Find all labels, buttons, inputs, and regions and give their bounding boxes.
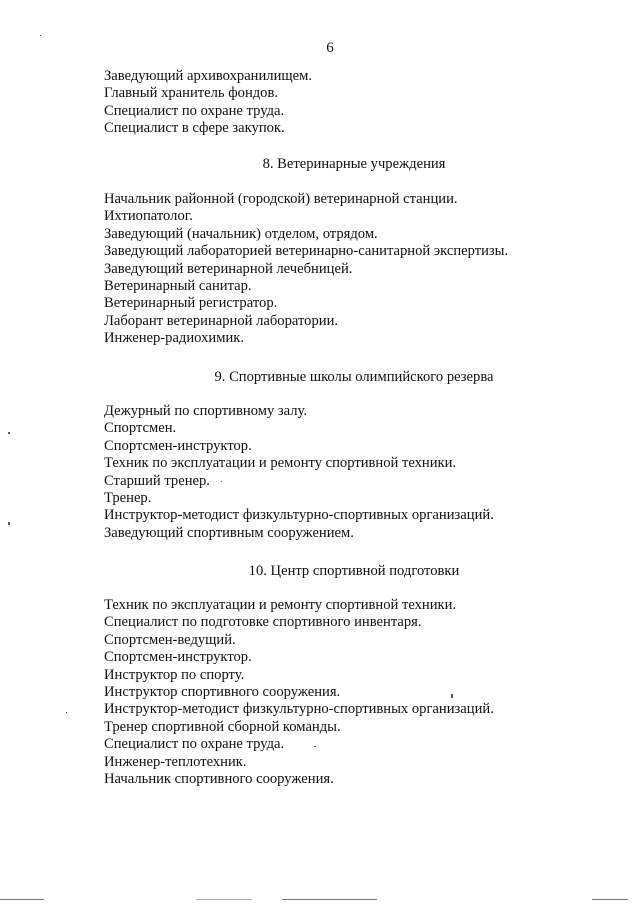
scan-speck: [8, 432, 10, 434]
list-item: Техник по эксплуатации и ремонту спортивной техники.: [104, 597, 457, 613]
section-heading-veterinary: 8. Ветеринарные учреждения: [262, 156, 446, 172]
list-item: Инженер-радиохимик.: [104, 330, 244, 347]
scan-speck: [40, 35, 41, 36]
page-number: 6: [326, 40, 334, 56]
scan-edge-line: [592, 899, 628, 900]
list-item: Инженер-теплотехник.: [104, 753, 247, 770]
list-item: Начальник спортивного сооружения.: [104, 770, 334, 787]
scan-speck: [8, 522, 10, 525]
scan-speck: [66, 712, 67, 713]
olympic-schools-list: [104, 403, 604, 542]
scan-speck: [451, 694, 453, 698]
list-item: Специалист по подготовке спортивного инвентаря.: [104, 614, 422, 631]
scan-edge-line: [282, 899, 377, 900]
list-item: Техник по эксплуатации и ремонту спортивной техники.: [104, 455, 457, 472]
list-item: Спортсмен.: [104, 420, 177, 437]
list-item: Инструктор-методист физкультурно-спортивных организаций.: [104, 701, 494, 718]
list-item: Тренер спортивной сборной команды.: [104, 718, 341, 735]
list-item: Главный хранитель фондов.: [104, 85, 279, 102]
list-item: Специалист в сфере закупок.: [104, 120, 285, 137]
scan-speck: [221, 481, 222, 482]
veterinary-list: [104, 191, 604, 348]
list-item: Спортсмен-инструктор.: [104, 437, 252, 454]
list-item: Дежурный по спортивному залу.: [104, 403, 308, 419]
list-item: Спортсмен-ведущий.: [104, 631, 236, 648]
list-item: Специалист по охране труда.: [104, 102, 285, 119]
list-item: Заведующий лабораторией ветеринарно-санитарной экспертизы.: [104, 243, 509, 260]
scan-edge-line: [0, 899, 44, 900]
list-item: Ветеринарный регистратор.: [104, 295, 278, 312]
section-heading-olympic-schools: 9. Спортивные школы олимпийского резерва: [214, 369, 494, 385]
list-item: Лаборант ветеринарной лаборатории.: [104, 312, 339, 329]
list-item: Инструктор по спорту.: [104, 666, 245, 683]
list-item: Начальник районной (городской) ветеринарной станции.: [104, 191, 458, 207]
list-item: Специалист по охране труда.: [104, 736, 285, 753]
list-item: Ихтиопатолог.: [104, 208, 193, 225]
list-item: Инструктор-методист физкультурно-спортивных организаций.: [104, 507, 494, 524]
list-item: Заведующий (начальник) отделом, отрядом.: [104, 225, 378, 242]
list-item: Инструктор спортивного сооружения.: [104, 683, 341, 700]
sports-center-list: [104, 597, 604, 788]
list-item: Спортсмен-инструктор.: [104, 649, 252, 666]
scan-speck: [314, 746, 316, 747]
section-heading-sports-center: 10. Центр спортивной подготовки: [248, 563, 460, 579]
intro-list: [104, 68, 604, 138]
list-item: Заведующий архивохранилищем.: [104, 68, 312, 84]
list-item: Тренер.: [104, 489, 152, 506]
list-item: Заведующий ветеринарной лечебницей.: [104, 260, 353, 277]
list-item: Ветеринарный санитар.: [104, 277, 252, 294]
list-item: Старший тренер.: [104, 472, 210, 489]
scan-edge-line: [196, 899, 252, 900]
list-item: Заведующий спортивным сооружением.: [104, 524, 354, 541]
